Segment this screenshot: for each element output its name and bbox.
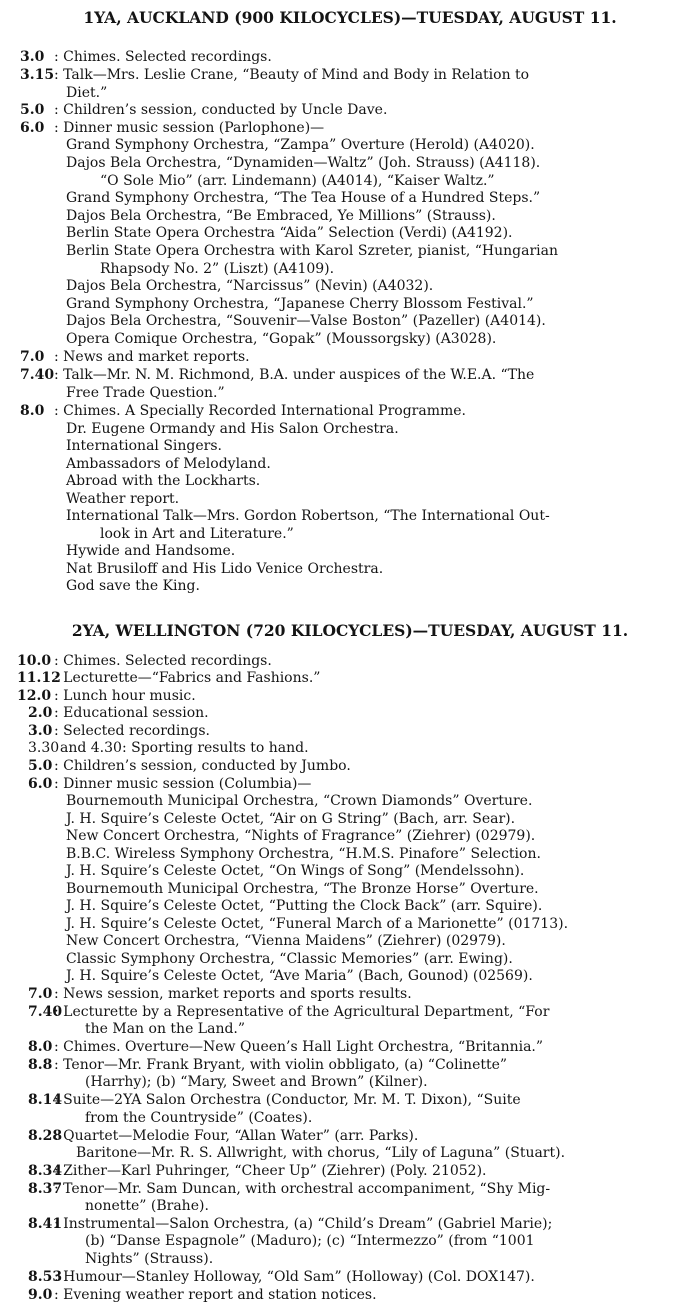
entry-text: Dajos Bela Orchestra, “Be Embraced, Ye Millions” (Strauss).: [66, 208, 496, 224]
programme-item: [0, 437, 700, 456]
entry-text: : Talk—Mr. N. M. Richmond, B.A. under auspices of the W.E.A. “The: [54, 367, 535, 383]
programme-item: [0, 277, 700, 296]
programme-item: [0, 260, 700, 279]
entry-text: : Tenor—Mr. Sam Duncan, with orchestral accompaniment, “Shy Mig-: [54, 1181, 551, 1197]
entry-continuation: [0, 1197, 700, 1216]
entry-text: J. H. Squire’s Celeste Octet, “Ave Maria” (Bach, Gounod) (02569).: [66, 968, 533, 984]
programme-item: [0, 792, 700, 811]
entry-text: : News session, market reports and sports results.: [54, 986, 412, 1002]
entry-continuation: [0, 1073, 700, 1092]
entry-2ya-0841: [0, 1215, 700, 1234]
programme-item: [0, 136, 700, 155]
entry-text: : Instrumental—Salon Orchestra, (a) “Child’s Dream” (Gabriel Marie);: [54, 1216, 553, 1232]
entry-continuation: [0, 1250, 700, 1269]
entry-text: “O Sole Mio” (arr. Lindemann) (A4014), “Kaiser Waltz.”: [100, 173, 495, 189]
entry-time: 8.28: [28, 1128, 63, 1144]
entry-text: : Lecturette by a Representative of the Agricultural Department, “For: [54, 1004, 550, 1020]
entry-text: Classic Symphony Orchestra, “Classic Memories” (arr. Ewing).: [66, 951, 513, 967]
entry-text: New Concert Orchestra, “Vienna Maidens” (Ziehrer) (02979).: [66, 933, 506, 949]
entry-time: 8.0: [20, 403, 45, 419]
programme-item: [0, 880, 700, 899]
entry-text: Dajos Bela Orchestra, “Dynamiden—Waltz” (Joh. Strauss) (A4118).: [66, 155, 541, 171]
entry-text: J. H. Squire’s Celeste Octet, “Funeral March of a Marionette” (01713).: [66, 916, 569, 932]
programme-item: [0, 330, 700, 349]
entry-2ya-0740: [0, 1003, 700, 1022]
entry-text: : Quartet—Melodie Four, “Allan Water” (arr. Parks).: [54, 1128, 419, 1144]
entry-text: Opera Comique Orchestra, “Gopak” (Moussorgsky) (A3028).: [66, 331, 497, 347]
entry-1ya-0740: [0, 366, 700, 385]
programme-item: [0, 172, 700, 191]
entry-text: : Chimes. Selected recordings.: [54, 653, 272, 669]
programme-item: [0, 312, 700, 331]
programme-item: [0, 490, 700, 509]
programme-item: [0, 967, 700, 986]
entry-2ya-1000: [0, 652, 700, 671]
entry-text: : Lecturette—“Fabrics and Fashions.”: [54, 670, 321, 686]
entry-time: 8.37: [28, 1181, 63, 1197]
programme-item: [0, 827, 700, 846]
entry-time: 2.0: [28, 705, 53, 721]
entry-text: God save the King.: [66, 578, 200, 594]
entry-text: : Evening weather report and station notices.: [54, 1287, 377, 1303]
entry-text: : Children’s session, conducted by Uncle Dave.: [54, 102, 388, 118]
entry-text: : Chimes. Overture—New Queen’s Hall Light Orchestra, “Britannia.”: [54, 1039, 544, 1055]
programme-item: [0, 207, 700, 226]
entry-time: 5.0: [28, 758, 53, 774]
entry-text: : Chimes. A Specially Recorded International Programme.: [54, 403, 467, 419]
entry-text: Bournemouth Municipal Orchestra, “Crown Diamonds” Overture.: [66, 793, 533, 809]
entry-text: : Educational session.: [54, 705, 209, 721]
entry-2ya-0853: [0, 1268, 700, 1287]
programme-item: [0, 295, 700, 314]
entry-text: : Zither—Karl Puhringer, “Cheer Up” (Ziehrer) (Poly. 21052).: [54, 1163, 487, 1179]
entry-text: Rhapsody No. 2” (Liszt) (A4109).: [100, 261, 335, 277]
entry-2ya-0834: [0, 1162, 700, 1181]
entry-2ya-0800: [0, 1038, 700, 1057]
programme-item: [0, 950, 700, 969]
programme-item: [0, 810, 700, 829]
programme-item: [0, 862, 700, 881]
entry-text: : Selected recordings.: [54, 723, 210, 739]
programme-item: [0, 897, 700, 916]
programme-item: [0, 560, 700, 579]
section-heading-1ya: 1YA, AUCKLAND (900 KILOCYCLES)—TUESDAY, AUGUST 11.: [83, 8, 617, 27]
entry-text: : Chimes. Selected recordings.: [54, 49, 272, 65]
entry-continuation: [0, 1109, 700, 1128]
entry-continuation: [0, 84, 700, 103]
entry-time: 3.0: [20, 49, 45, 65]
programme-item: [0, 189, 700, 208]
entry-time: 8.14: [28, 1092, 63, 1108]
entry-time: 7.40: [20, 367, 55, 383]
entry-text: : Humour—Stanley Holloway, “Old Sam” (Holloway) (Col. DOX147).: [54, 1269, 535, 1285]
entry-1ya-0500: [0, 101, 700, 120]
entry-text: Abroad with the Lockharts.: [66, 473, 261, 489]
entry-text: Dajos Bela Orchestra, “Narcissus” (Nevin) (A4032).: [66, 278, 434, 294]
entry-text: Free Trade Question.”: [66, 385, 225, 401]
entry-text: (Harrhy); (b) “Mary, Sweet and Brown” (Kilner).: [85, 1074, 428, 1090]
programme-item: [0, 542, 700, 561]
entry-1ya-0800: [0, 402, 700, 421]
entry-text: International Singers.: [66, 438, 222, 454]
entry-text: : Suite—2YA Salon Orchestra (Conductor, Mr. M. T. Dixon), “Suite: [54, 1092, 521, 1108]
entry-time: 6.0: [28, 776, 53, 792]
entry-time: 6.0: [20, 120, 45, 136]
entry-time: 11.12: [17, 670, 61, 686]
entry-text: Baritone—Mr. R. S. Allwright, with chorus, “Lily of Laguna” (Stuart).: [76, 1145, 566, 1161]
entry-text: Hywide and Handsome.: [66, 543, 236, 559]
entry-time: 5.0: [20, 102, 45, 118]
entry-text: Grand Symphony Orchestra, “Zampa” Overture (Herold) (A4020).: [66, 137, 535, 153]
entry-time: 8.34: [28, 1163, 63, 1179]
entry-text: International Talk—Mrs. Gordon Robertson, “The International Out-: [66, 508, 550, 524]
entry-time: 8.53: [28, 1269, 63, 1285]
entry-text: Berlin State Opera Orchestra with Karol Szreter, pianist, “Hungarian: [66, 243, 558, 259]
programme-item: [0, 472, 700, 491]
entry-time: 7.40: [28, 1004, 63, 1020]
entry-1ya-0600: [0, 119, 700, 138]
entry-text: nonette” (Brahe).: [85, 1198, 209, 1214]
entry-text: and 4.30: Sporting results to hand.: [60, 740, 309, 756]
entry-text: : News and market reports.: [54, 349, 250, 365]
entry-text: : Tenor—Mr. Frank Bryant, with violin obbligato, (a) “Colinette”: [54, 1057, 508, 1073]
entry-time: 3.30: [28, 740, 60, 756]
entry-text: Grand Symphony Orchestra, “The Tea House of a Hundred Steps.”: [66, 190, 541, 206]
programme-item: [0, 845, 700, 864]
entry-2ya-0300: [0, 722, 700, 741]
entry-text: Berlin State Opera Orchestra “Aida” Selection (Verdi) (A4192).: [66, 225, 513, 241]
entry-text: from the Countryside” (Coates).: [85, 1110, 313, 1126]
entry-text: J. H. Squire’s Celeste Octet, “Air on G String” (Bach, arr. Sear).: [66, 811, 516, 827]
entry-text: Nights” (Strauss).: [85, 1251, 214, 1267]
entry-time: 7.0: [28, 986, 53, 1002]
entry-text: : Talk—Mrs. Leslie Crane, “Beauty of Mind and Body in Relation to: [54, 67, 530, 83]
entry-2ya-0814: [0, 1091, 700, 1110]
entry-1ya-0700: [0, 348, 700, 367]
programme-item: [0, 420, 700, 439]
entry-2ya-0700: [0, 985, 700, 1004]
programme-item: [0, 932, 700, 951]
entry-text: Weather report.: [66, 491, 180, 507]
entry-2ya-1112: [0, 669, 700, 688]
entry-text: the Man on the Land.”: [85, 1021, 246, 1037]
entry-text: Ambassadors of Melodyland.: [66, 456, 271, 472]
entry-continuation: [0, 1232, 700, 1251]
entry-text: Dr. Eugene Ormandy and His Salon Orchestra.: [66, 421, 399, 437]
entry-2ya-0330: [0, 739, 700, 758]
entry-text: J. H. Squire’s Celeste Octet, “Putting the Clock Back” (arr. Squire).: [66, 898, 543, 914]
entry-time: 8.41: [28, 1216, 63, 1232]
entry-time: 3.0: [28, 723, 53, 739]
programme-item: [0, 507, 700, 526]
programme-item: [0, 154, 700, 173]
entry-text: Grand Symphony Orchestra, “Japanese Cherry Blossom Festival.”: [66, 296, 534, 312]
entry-2ya-0837: [0, 1180, 700, 1199]
entry-text: : Lunch hour music.: [54, 688, 196, 704]
entry-2ya-0808: [0, 1056, 700, 1075]
entry-2ya-0600: [0, 775, 700, 794]
entry-text: : Children’s session, conducted by Jumbo.: [54, 758, 351, 774]
entry-text: J. H. Squire’s Celeste Octet, “On Wings of Song” (Mendelssohn).: [66, 863, 525, 879]
entry-continuation: [0, 1020, 700, 1039]
entry-time: 3.15: [20, 67, 55, 83]
entry-text: Dajos Bela Orchestra, “Souvenir—Valse Boston” (Pazeller) (A4014).: [66, 313, 546, 329]
entry-text: look in Art and Literature.”: [100, 526, 294, 542]
programme-item: [0, 455, 700, 474]
programme-item: [0, 242, 700, 261]
entry-time: 8.0: [28, 1039, 53, 1055]
programme-item: [0, 525, 700, 544]
entry-text: Nat Brusiloff and His Lido Venice Orchestra.: [66, 561, 384, 577]
entry-time: 10.0: [17, 653, 52, 669]
entry-time: 7.0: [20, 349, 45, 365]
entry-text: New Concert Orchestra, “Nights of Fragrance” (Ziehrer) (02979).: [66, 828, 536, 844]
entry-continuation: [0, 384, 700, 403]
entry-text: : Dinner music session (Parlophone)—: [54, 120, 325, 136]
section-heading-2ya: 2YA, WELLINGTON (720 KILOCYCLES)—TUESDAY, AUGUST 11.: [71, 621, 629, 640]
entry-2ya-0900: [0, 1286, 700, 1305]
entry-1ya-0300: [0, 48, 700, 67]
entry-time: 9.0: [28, 1287, 53, 1303]
programme-item: [0, 915, 700, 934]
entry-text: Diet.”: [66, 85, 108, 101]
programme-item: [0, 224, 700, 243]
entry-2ya-0200: [0, 704, 700, 723]
programme-item: [0, 577, 700, 596]
entry-2ya-0828: [0, 1127, 700, 1146]
entry-text: : Dinner music session (Columbia)—: [54, 776, 312, 792]
entry-2ya-1200: [0, 687, 700, 706]
entry-text: Bournemouth Municipal Orchestra, “The Bronze Horse” Overture.: [66, 881, 539, 897]
entry-2ya-0500: [0, 757, 700, 776]
entry-text: B.B.C. Wireless Symphony Orchestra, “H.M.S. Pinafore” Selection.: [66, 846, 541, 862]
programme-item: [0, 1144, 700, 1163]
entry-text: (b) “Danse Espagnole” (Maduro); (c) “Intermezzo” (from “1001: [85, 1233, 535, 1249]
entry-time: 12.0: [17, 688, 52, 704]
entry-time: 8.8: [28, 1057, 53, 1073]
entry-1ya-0315: [0, 66, 700, 85]
